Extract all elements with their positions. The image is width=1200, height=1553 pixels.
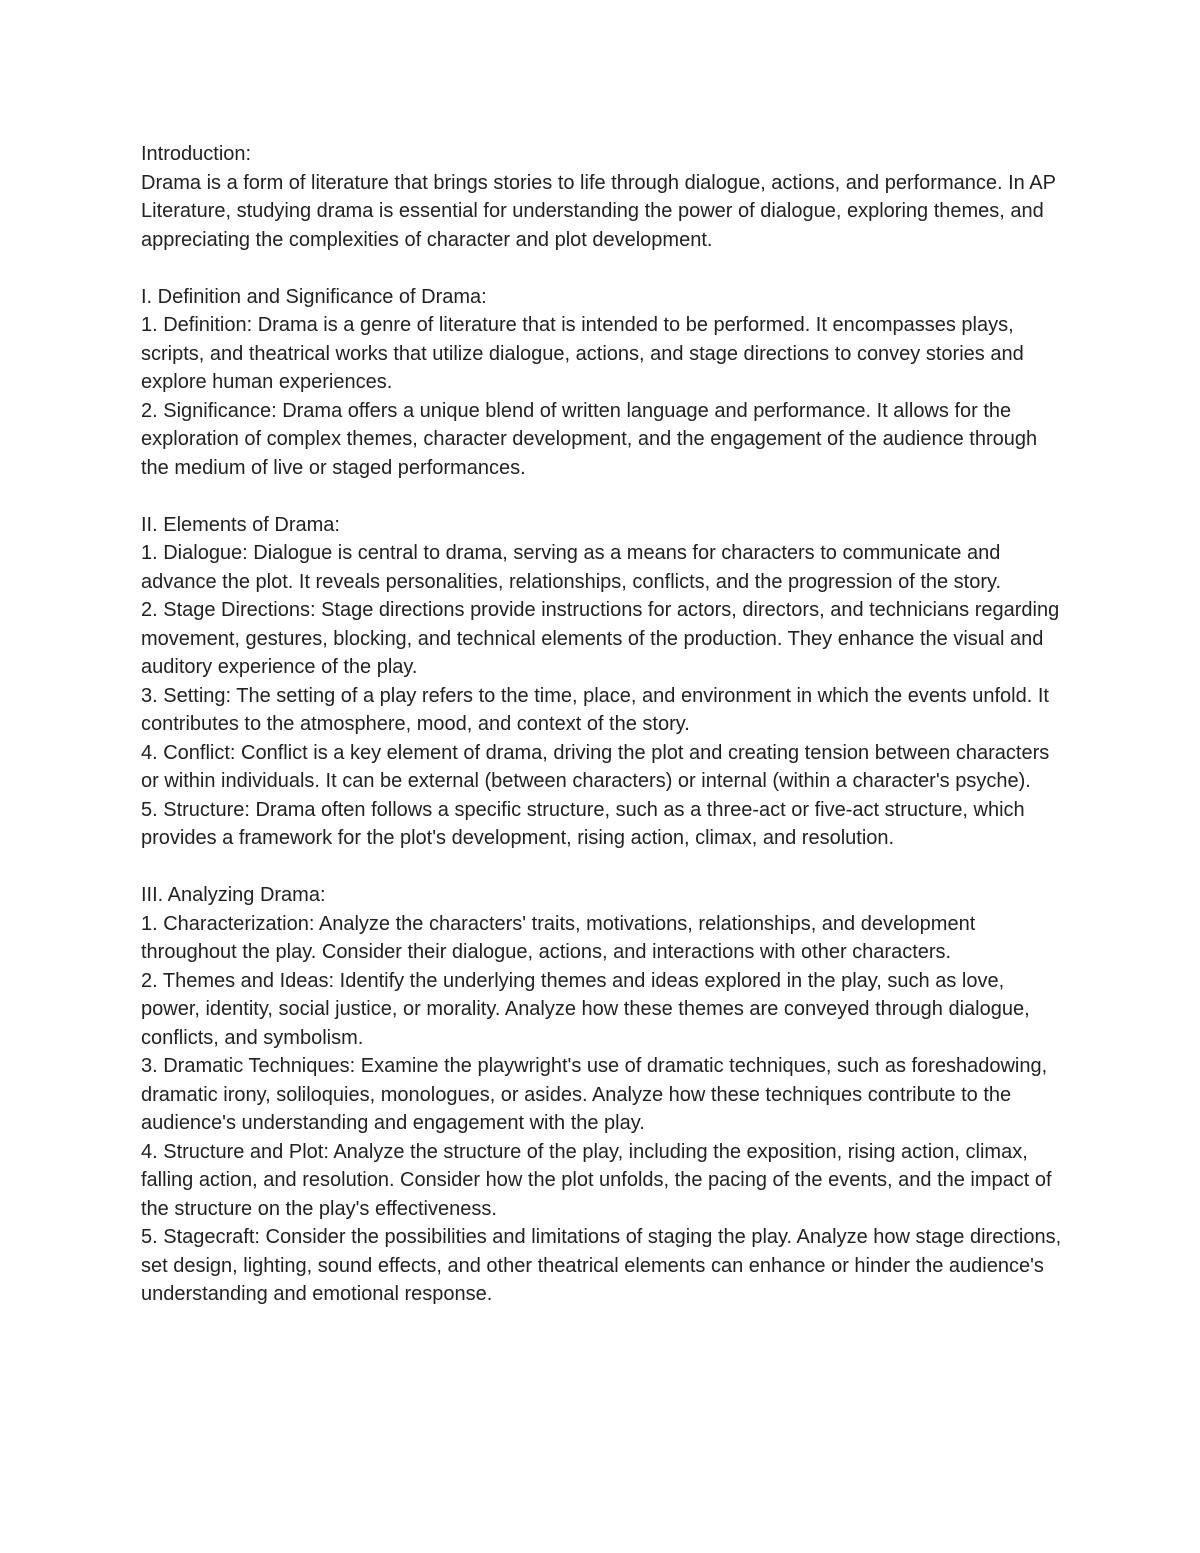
significance-item: 2. Significance: Drama offers a unique blend of written language and performance. It allows for the exploration of complex themes, character development, and the engagement of the audience through the medium of live or staged performances. <box>141 399 1038 479</box>
characterization-item: 1. Characterization: Analyze the characters' traits, motivations, relationships, and development throughout the play. Consider their dialogue, actions, and interactions with other characters. <box>141 912 976 963</box>
elements-section <box>141 511 1066 853</box>
structure-item: 5. Structure: Drama often follows a specific structure, such as a three-act or five-act structure, which provides a framework for the plot's development, rising action, climax, and resolution. <box>141 798 1025 849</box>
analyzing-heading: III. Analyzing Drama: <box>141 884 326 906</box>
introduction-heading: Introduction: <box>141 143 252 165</box>
stagecraft-item: 5. Stagecraft: Consider the possibilities and limitations of staging the play. Analyze how stage directions, set design, lighting, sound effects, and other theatrical elements can enhance or hinder the audience's understanding and emotional response. <box>141 1226 1062 1305</box>
setting-item: 3. Setting: The setting of a play refers to the time, place, and environment in which the events unfold. It contributes to the atmosphere, mood, and context of the story. <box>141 684 1049 735</box>
dialogue-item: 1. Dialogue: Dialogue is central to drama, serving as a means for characters to communicate and advance the plot. It reveals personalities, relationships, conflicts, and the progression of the story. <box>141 542 1002 593</box>
definition-heading: I. Definition and Significance of Drama: <box>141 285 487 308</box>
themes-ideas-item: 2. Themes and Ideas: Identify the underlying themes and ideas explored in the play, such as love, power, identity, social justice, or morality. Analyze how these themes are conveyed through dialogue, conflicts, and symbolism. <box>141 969 1030 1049</box>
conflict-item: 4. Conflict: Conflict is a key element of drama, driving the plot and creating tension between characters or within individuals. It can be external (between characters) or internal (within a character's psyche). <box>141 741 1050 792</box>
dramatic-techniques-item: 3. Dramatic Techniques: Examine the playwright's use of dramatic techniques, such as foreshadowing, dramatic irony, soliloquies, monologues, or asides. Analyze how these techniques contribute to the audience's understanding and engagement with the play. <box>141 1055 1048 1134</box>
definition-section <box>141 283 1066 483</box>
introduction-section <box>141 140 1066 254</box>
elements-heading: II. Elements of Drama: <box>141 513 340 536</box>
introduction-paragraph: Drama is a form of literature that brings stories to life through dialogue, actions, and performance. In AP Literature, studying drama is essential for understanding the power of dialogue, exploring themes, and appreciating the complexities of character and plot development. <box>141 171 1056 251</box>
structure-plot-item: 4. Structure and Plot: Analyze the structure of the play, including the exposition, rising action, climax, falling action, and resolution. Consider how the plot unfolds, the pacing of the events, and the impact of the structure on the play's effectiveness. <box>141 1140 1052 1220</box>
document-page <box>141 140 1066 1309</box>
stage-directions-item: 2. Stage Directions: Stage directions provide instructions for actors, directors, and technicians regarding movement, gestures, blocking, and technical elements of the production. They enhance the visual and auditory experience of the play. <box>141 599 1060 678</box>
definition-item: 1. Definition: Drama is a genre of literature that is intended to be performed. It encompasses plays, scripts, and theatrical works that utilize dialogue, actions, and stage directions to convey stories and explore human experiences. <box>141 314 1024 393</box>
analyzing-section <box>141 881 1066 1309</box>
